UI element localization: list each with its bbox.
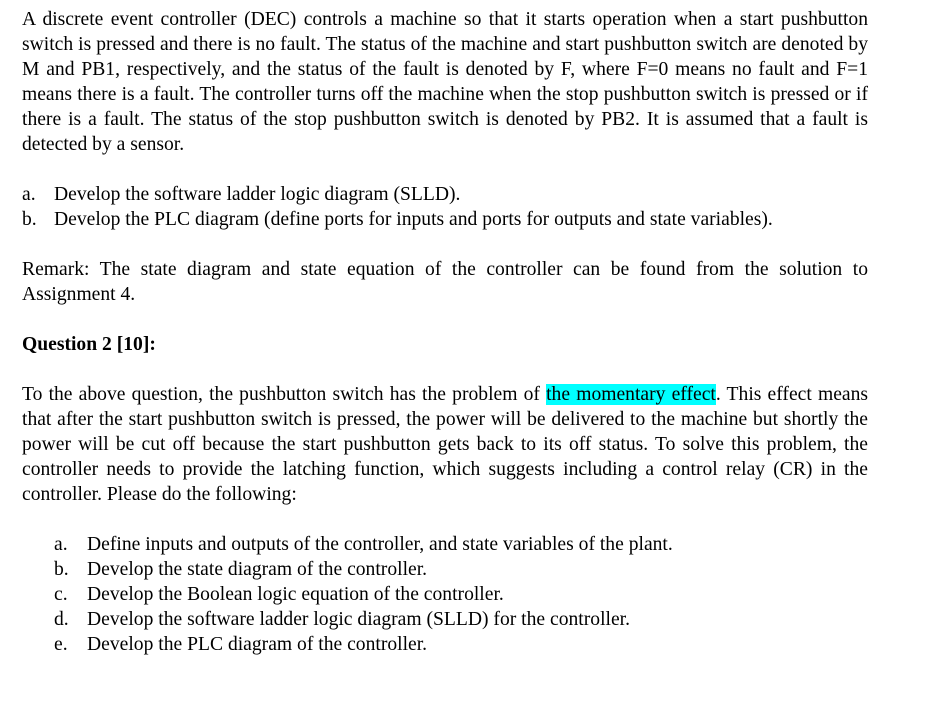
list-item-text: Develop the PLC diagram (define ports for inputs and ports for outputs and state variables).: [54, 209, 773, 230]
list-item-text: Develop the state diagram of the controller.: [87, 559, 428, 580]
list-item-text: Develop the software ladder logic diagram (SLLD).: [54, 184, 461, 205]
paragraph-text-after: . This effect means that after the start pushbutton switch is pressed, the power will be delivered to the machine but shortly the power will be cut off because the start pushbutton gets back to its off status. To solve this problem, the controller needs to provide the latching function, which suggests including a control relay (CR) in the controller. Please do the following:: [22, 384, 869, 505]
question2-paragraph: [22, 382, 868, 507]
list-item-text: Develop the software ladder logic diagram (SLLD) for the controller.: [87, 609, 630, 630]
remark-paragraph: Remark: The state diagram and state equation of the controller can be found from the solution to Assignment 4.: [22, 259, 868, 305]
list-item: [54, 557, 868, 582]
list-marker: d.: [54, 609, 69, 630]
spacer: [22, 232, 868, 257]
paragraph-text-before: To the above question, the pushbutton switch has the problem of: [22, 384, 547, 405]
highlighted-text[interactable]: the momentary effect: [546, 384, 716, 405]
list-marker: e.: [54, 634, 68, 655]
list-item-text: Develop the Boolean logic equation of the controller.: [87, 584, 504, 605]
document-page: [22, 7, 868, 657]
list-item: [54, 632, 868, 657]
spacer: [22, 507, 868, 532]
question1-paragraph: A discrete event controller (DEC) controls a machine so that it starts operation when a start pushbutton switch is pressed and there is no fault. The status of the machine and start pushbutton switch are denoted by M and PB1, respectively, and the status of the fault is denoted by F, where F=0 means no fault and F=1 means there is a fault. The controller turns off the machine when the stop pushbutton switch is pressed or if there is a fault. The status of the stop pushbutton switch is denoted by PB2. It is assumed that a fault is detected by a sensor.: [22, 9, 868, 155]
spacer: [22, 307, 868, 332]
question1-task-list: [22, 182, 868, 232]
spacer: [22, 357, 868, 382]
question2-task-list: [22, 532, 868, 657]
spacer: [22, 157, 868, 182]
list-item: [54, 607, 868, 632]
list-item-text: Define inputs and outputs of the controller, and state variables of the plant.: [87, 534, 673, 555]
list-marker: a.: [22, 184, 36, 205]
list-item: [22, 207, 868, 232]
list-marker: b.: [22, 209, 37, 230]
list-item-text: Develop the PLC diagram of the controller.: [87, 634, 428, 655]
list-item: [22, 182, 868, 207]
list-marker: c.: [54, 584, 68, 605]
list-item: [54, 532, 868, 557]
question2-heading: Question 2 [10]:: [22, 334, 156, 355]
list-marker: b.: [54, 559, 69, 580]
list-marker: a.: [54, 534, 68, 555]
list-item: [54, 582, 868, 607]
